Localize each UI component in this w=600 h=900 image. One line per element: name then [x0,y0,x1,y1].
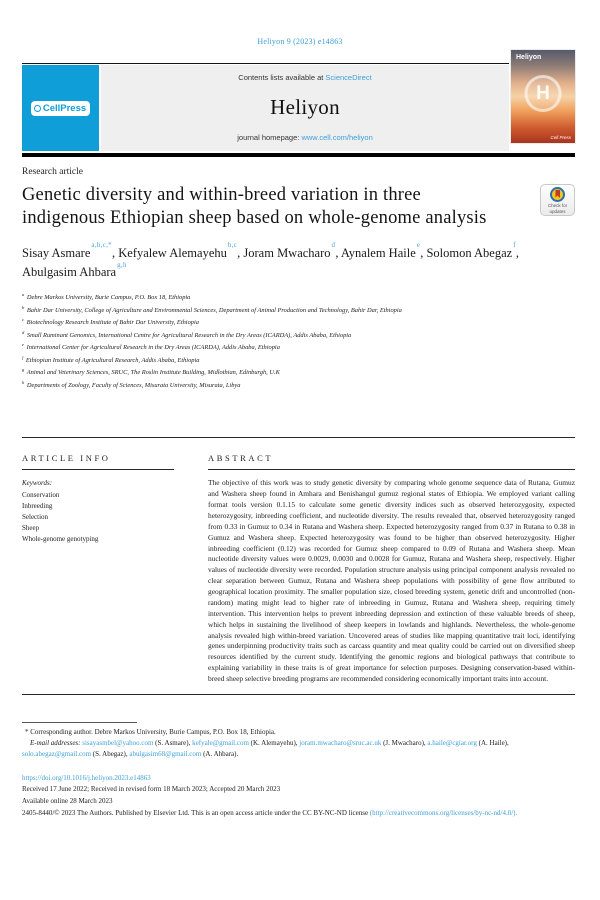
email-list [22,739,509,758]
check-for-updates-badge[interactable] [540,184,575,216]
cover-h-circle [525,75,562,112]
affiliation [22,379,575,392]
affiliation-text: Debre Markos University, Burie Campus, P.O. Box 18, Ethiopia [26,294,191,302]
contents-text: Contents lists available at [238,73,324,82]
affiliation-text: Bahir Dar University, College of Agriculture and Environmental Sciences, Department of Animal Production and Technology, Bahir Dar, Ethiopia [26,306,402,314]
abstract-heading: ABSTRACT [208,453,274,464]
keyword: Conservation [22,490,60,499]
abstract-column [208,453,575,685]
email-entry [22,750,129,758]
email-entry [82,739,192,747]
affiliation-letter: e [22,342,25,348]
email-entry [299,739,427,747]
author-affiliation-superscript: f [513,241,516,250]
available-online: Available online 28 March 2023 [22,797,113,806]
homepage-label: journal homepage: [237,133,300,142]
author [340,241,427,260]
affiliation [22,354,575,367]
author-affiliation-superscript: g,h [117,260,127,269]
email-owner: (S. Asmare), [153,738,193,747]
doi-link[interactable]: https://doi.org/10.1016/j.heliyon.2023.e14863 [22,773,151,782]
author-name: Aynalem Haile [340,245,416,260]
cellpress-ring-icon [34,105,41,112]
journal-title: Heliyon [270,95,340,119]
email-link[interactable]: sisayasmbel@yahoo.com [82,738,154,747]
author [243,241,341,260]
author-affiliation-superscript: b,c [227,241,238,250]
author [426,241,519,260]
author [118,241,243,260]
author-affiliation-superscript: d [331,241,336,250]
title-row [22,184,575,231]
email-link[interactable]: abulgasim68@gmail.com [129,749,202,758]
author-name: Sisay Asmare [22,245,91,260]
affiliation-text: Animal and Veterinary Sciences, SRUC, The Roslin Institute Building, Midlothian, Edinburgh, U.K [26,369,280,377]
affiliation-letter: g [22,367,25,373]
email-owner: (K. Alemayehu), [248,738,300,747]
cover-brand: Cell Press [550,135,571,140]
article-info-heading: ARTICLE INFO [22,453,111,464]
doi-line [22,773,575,784]
affiliation-letter: d [22,329,25,335]
keyword: Inbreeding [22,501,53,510]
keywords-list [22,490,174,545]
affiliation-letter: c [22,317,25,323]
email-entry [192,739,299,747]
affiliation [22,291,575,304]
abstract-bottom-rule [22,694,575,695]
cover-journal-name: Heliyon [516,54,542,61]
article-info-rule [22,469,174,470]
email-link[interactable]: kefyale@gmail.com [192,738,249,747]
article-title: Genetic diversity and within-breed variation in three indigenous Ethiopian sheep based on whole-genome analysis [22,185,487,229]
affiliation-letter: a [22,292,25,298]
footnotes [22,722,575,819]
keywords-label: Keywords: [22,479,53,488]
masthead-top-rule [22,63,509,64]
email-addresses-line [22,738,575,760]
affiliation-letter: f [22,354,24,360]
license-line [22,808,575,819]
email-link[interactable]: a.haile@cgiar.org [427,738,477,747]
homepage-link[interactable]: www.cell.com/heliyon [301,133,373,142]
license-text: 2405-8440/© 2023 The Authors. Published by Elsevier Ltd. This is an open access article under the CC BY-NC-ND license [22,809,369,818]
author-name: Joram Mwacharo [243,245,331,260]
affiliation-letter: h [22,379,25,385]
sciencedirect-link[interactable]: ScienceDirect [325,73,372,82]
masthead-main [22,63,509,151]
keyword: Whole-genome genotyping [22,534,99,543]
author-name: Solomon Abegaz [426,245,513,260]
cover-h-letter: H [536,82,550,104]
abstract-rule [208,469,575,470]
cellpress-logo-text: CellPress [42,102,87,114]
keyword: Selection [22,512,49,521]
affiliation [22,329,575,342]
received-dates: Received 17 June 2022; Received in revised form 18 March 2023; Accepted 20 March 2023 [22,785,281,794]
article-info-column [22,453,174,685]
footnote-rule [22,722,137,723]
homepage-line [101,133,509,142]
info-abstract-columns [22,453,575,685]
cellpress-logo [22,65,99,151]
email-owner: (A. Haile), [476,738,509,747]
journal-masthead [22,54,575,151]
author [22,260,127,279]
affiliation-text: Ethiopian Institute of Agricultural Research, Addis Ababa, Ethiopia [25,356,200,364]
affiliation [22,366,575,379]
author-name: Kefyalew Alemayehu [118,245,227,260]
masthead-band [22,65,509,151]
email-link[interactable]: joram.mwacharo@sruc.ac.uk [299,738,382,747]
affiliation-text: Biotechnology Research Institute of Bahir Dar University, Ethiopia [26,319,199,327]
check-for-updates-label: Check for updates [547,203,568,214]
article-type-label: Research article [22,167,83,177]
abstract-text: The objective of this work was to study genetic diversity by comparing whole genome sequence data of Rutana, Gumuz and Washera sheep found in Amhara and Benishangul gumuz regional states of Ethiopia. We employed variant calling format tools version 0.1.15 to calculate some genetic diversity indices such as observed heterozygosity, expected heterozygosity, inbreeding coefficient, and nucleotide diversity. The results revealed that, observed heterozygosity ranged from 0.33 in Gumuz to 0.34 in Rutana and Washera sheep. Expected heterozygosity ranged from 0.37 in Rutana to 0.38 in Gumuz and Washera sheep. Expected heterozygosity was found to be higher than observed heterozygosity. Higher inbreeding coefficient (0.12) was recorded for Gumuz sheep compared to 0.09 of Rutana and Washera sheep. Mean nucleotide diversity values were 0.0029, 0.0030 and 0.0028 for Gumuz, Rutana and Washera sheep, respectively. Higher values of nucleotide diversity were recorded. Population structure analysis using principal component analysis revealed no clear separation between Gumuz, Rutana and Washera sheep populations with possibility of gene flow attributed to geographical location proximity. The smaller population size, closed breeding system, genetic drift and uncontrolled (non-random) mating might lead to higher rate of inbreeding in Gumuz, Rutana and Washera sheep, requiring timely intervention. This intervention helps to prevent inbreeding depression and extinction of these valuable breeds of sheep, which helps in sustaining the livelihood of sheep keepers in lowlands and highlands. Nevertheless, the whole-genome analysis revealed high within-breed variation. Uncovered areas of studies like mapping quantitative trait loci, identifying genes underpinning productivity traits such as carcass quantity and meat quality could be carried out on diversified sheep resources identified by the current study. Identifying the genomic regions and biological pathways that contribute to explaining variability in these traits is of great importance for selection purposes. Designing conservation-based within-breed sheep selective breeding programs are recommended considering economically important traits into account. [208,478,575,684]
license-url-link[interactable]: (http://creativecommons.org/licenses/by-nc-nd/4.0/). [369,809,518,818]
journal-citation: Heliyon 9 (2023) e14863 [257,37,343,46]
cellpress-logo-pill [31,101,90,116]
email-owner: (A. Ahbara). [201,749,239,758]
bookmark-icon [555,190,560,198]
author-name: Abulgasim Ahbara [22,264,117,279]
affiliation [22,341,575,354]
affiliation-text: Departments of Zoology, Faculty of Sciences, Misurata University, Misurata, Libya [26,381,241,389]
email-entry [129,750,238,758]
email-entry [427,739,508,747]
affiliation-list [22,291,575,391]
email-owner: (S. Abegaz), [91,749,130,758]
journal-cover-thumbnail [511,50,575,143]
affiliation [22,316,575,329]
affiliation-text: International Center for Agricultural Research in the Dry Areas (ICARDA), Addis Ababa, Ethiopia [26,344,280,352]
email-owner: (J. Mwacharo), [381,738,428,747]
affiliation-letter: b [22,304,25,310]
author-affiliation-superscript: a,b,c,* [91,241,112,250]
masthead-center [101,65,509,151]
contents-line [101,73,509,82]
author [22,241,118,260]
crossmark-icon [550,187,565,202]
affiliation-text: Small Ruminant Genomics, International Centre for Agricultural Research in the Dry Areas (ICARDA), Addis Ababa, Ethiopia [26,331,352,339]
author-list [22,241,575,283]
keyword: Sheep [22,523,40,532]
header-thick-rule [22,153,575,157]
email-label: E-mail addresses: [30,738,81,747]
corresponding-author-note: * Corresponding author. Debre Markos University, Burie Campus, P.O. Box 18, Ethiopia. [25,727,276,736]
section-divider-rule [22,437,575,438]
email-link[interactable]: solo.abegaz@gmail.com [22,749,92,758]
author-affiliation-superscript: e [416,241,421,250]
affiliation [22,304,575,317]
